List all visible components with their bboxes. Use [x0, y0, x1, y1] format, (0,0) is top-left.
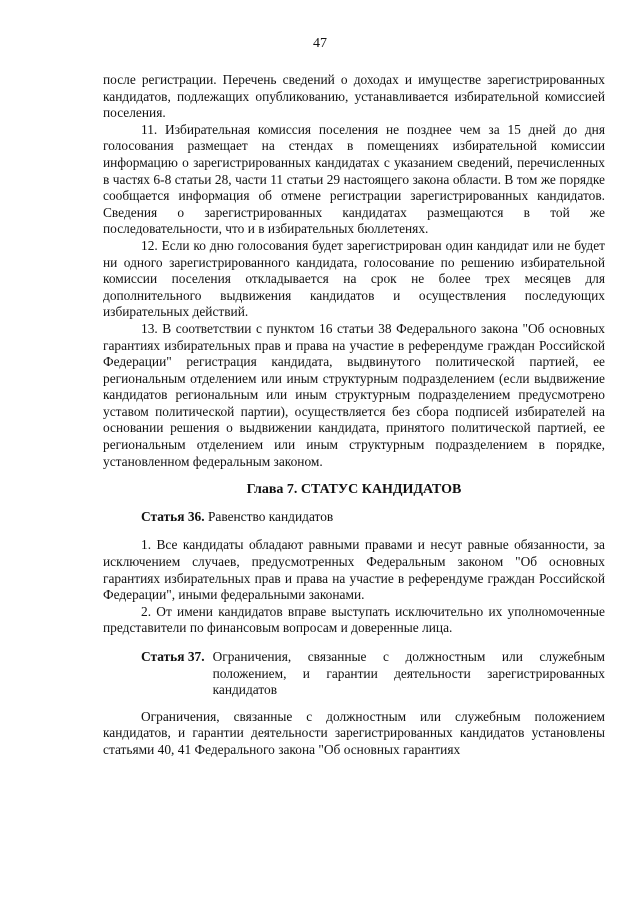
article-37-paragraph-1: Ограничения, связанные с должностным или служебным положением кандидатов, и гарантии деятельности зарегистрированных кандидатов установлены статьями 40, 41 Федерального закона "Об основных гарантиях — [103, 708, 605, 757]
article-36-heading — [103, 509, 605, 526]
paragraph-item-13: 13. В соответствии с пунктом 16 статьи 38 Федерального закона "Об основных гарантиях избирательных прав и права на участие в референдуме граждан Российской Федерации" регистрация кандидата, выдвинутого политической партией, ее региональным отделением или иным структурным подразделением (если выдвижение кандидатов региональным или иным структурным подразделением предусмотрено уставом политической партии), осуществляется без сбора подписей избирателей на основании решения о выдвижении кандидата, принятого политической партией, ее региональным отделением или иным структурным подразделением в порядке, установленном федеральным законом. — [103, 320, 605, 469]
article-37-title: Ограничения, связанные с должностным или служебным положением, и гарантии деятельности зарегистрированных кандидатов — [212, 649, 605, 698]
paragraph-continuation: после регистрации. Перечень сведений о доходах и имуществе зарегистрированных кандидатов, подлежащих опубликованию, устанавливается избирательной комиссией поселения. — [103, 72, 605, 121]
article-36-paragraph-1: 1. Все кандидаты обладают равными правами и несут равные обязанности, за исключением случаев, предусмотренных Федеральным законом "Об основных гарантиях избирательных прав и права на участие в референдуме граждан Российской Федерации", иными федеральными законами. — [103, 537, 605, 603]
page-number: 47 — [313, 36, 327, 51]
chapter-heading: Глава 7. СТАТУС КАНДИДАТОВ — [246, 482, 462, 498]
paragraph-item-11: 11. Избирательная комиссия поселения не позднее чем за 15 дней до дня голосования размещает на стендах в помещениях избирательной комиссии информацию о зарегистрированных кандидатах с указанием сведений, перечисленных в частях 6-8 статьи 28, части 11 статьи 29 настоящего закона области. В том же порядке сообщается информация об отмене регистрации зарегистрированных кандидатов. Сведения о зарегистрированных кандидатах размещаются в той же последовательности, что и в избирательных бюллетенях. — [103, 121, 605, 237]
paragraph-item-12: 12. Если ко дню голосования будет зарегистрирован один кандидат или не будет ни одного зарегистрированного кандидата, голосование по решению избирательной комиссии поселения откладывается на срок не более трех месяцев для дополнительного выдвижения кандидатов и осуществления последующих избирательных действий. — [103, 237, 605, 320]
article-37-heading — [141, 649, 605, 699]
article-37-number: Статья 37. — [141, 649, 205, 664]
document-body — [103, 72, 605, 759]
article-36-number: Статья 36. — [141, 508, 205, 524]
article-36-title: Равенство кандидатов — [207, 508, 334, 524]
article-36-paragraph-2: 2. От имени кандидатов вправе выступать исключительно их уполномоченные представители по финансовым вопросам и доверенные лица. — [103, 603, 605, 636]
